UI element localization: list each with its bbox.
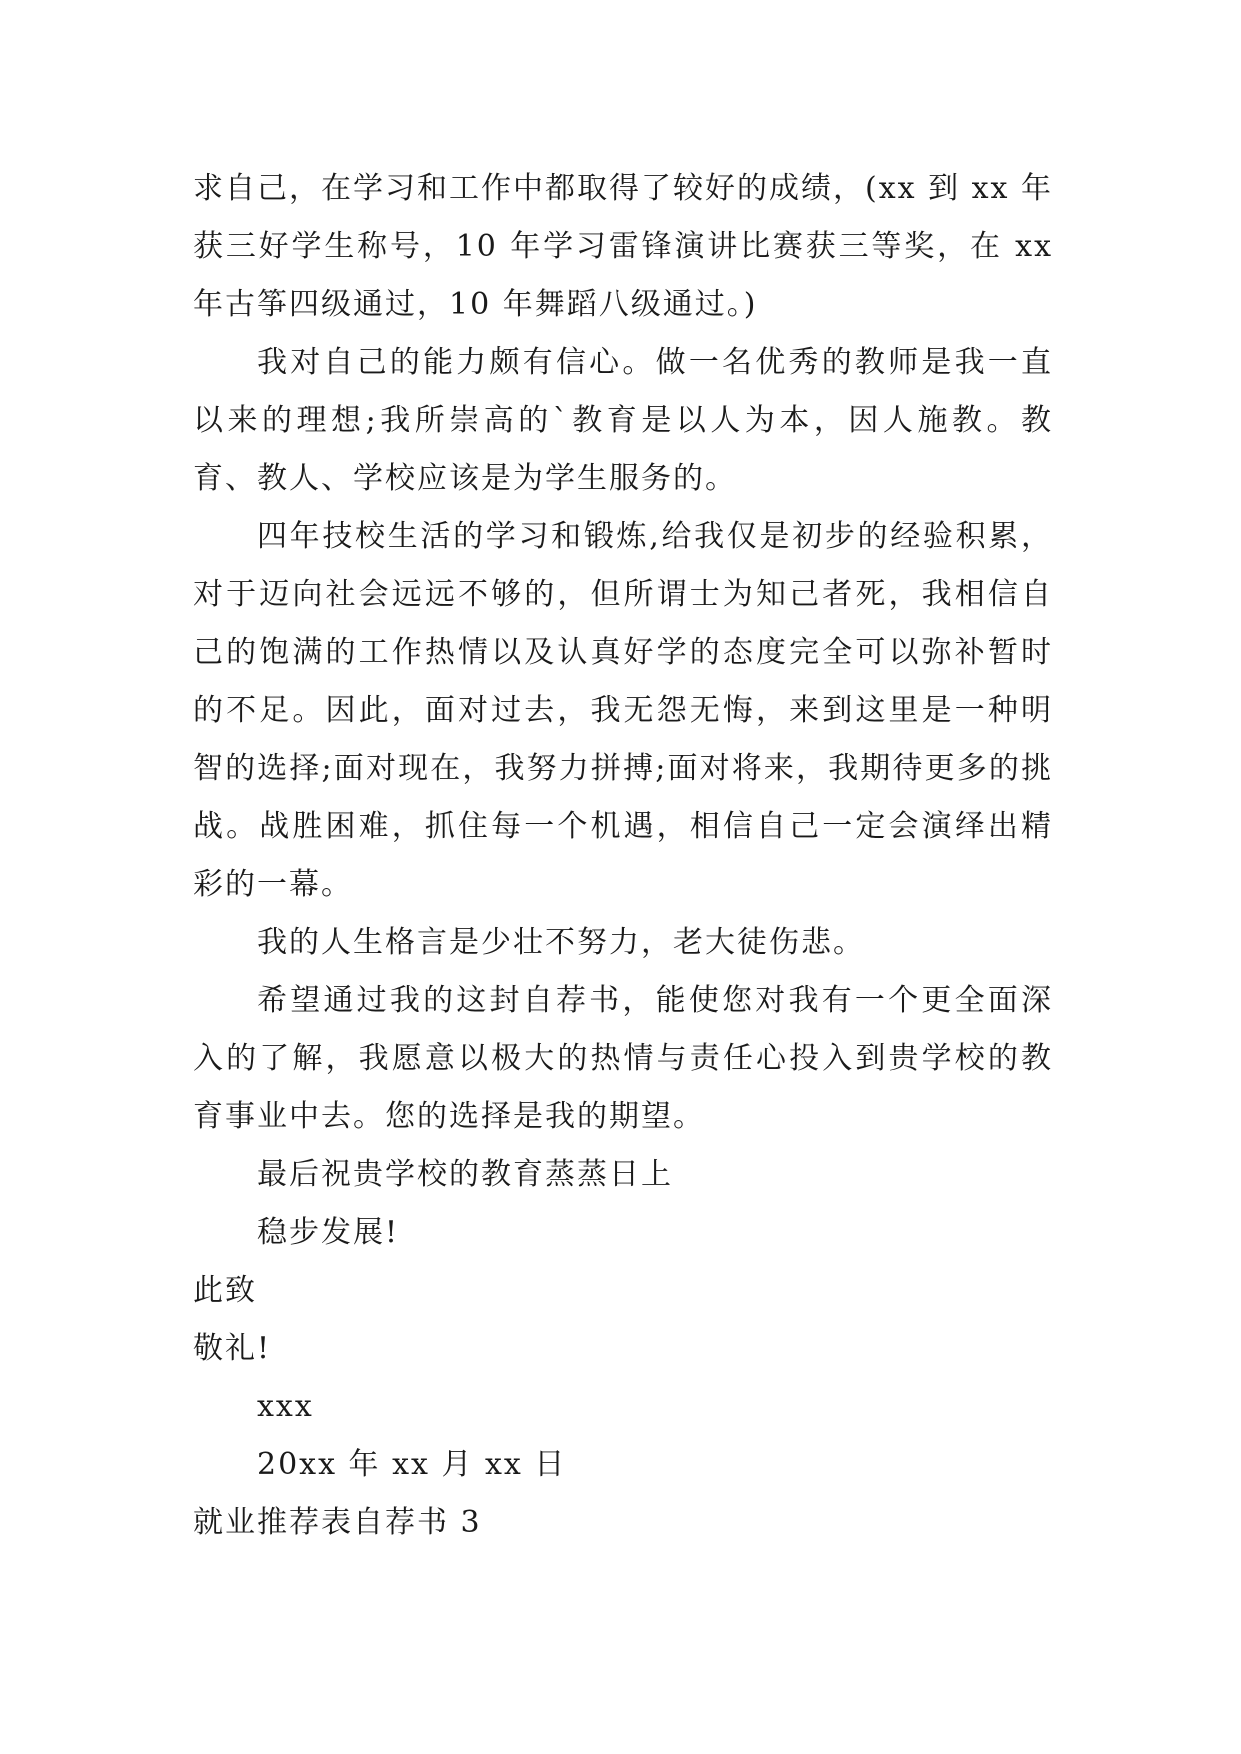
paragraph-hope: 希望通过我的这封自荐书，能使您对我有一个更全面深入的了解，我愿意以极大的热情与责任心投入到贵学校的教育事业中去。您的选择是我的期望。 bbox=[193, 983, 1053, 1134]
signature: xxx bbox=[257, 1389, 314, 1424]
next-section-heading: 就业推荐表自荐书 3 bbox=[193, 1505, 482, 1540]
closing-greeting-2: 敬礼! bbox=[193, 1331, 272, 1366]
paragraph-achievements: 求自己，在学习和工作中都取得了较好的成绩，(xx 到 xx 年获三好学生称号，10 年学习雷锋演讲比赛获三等奖，在 xx 年古筝四级通过，10 年舞蹈八级通过。) bbox=[193, 171, 1053, 322]
document-body bbox=[193, 160, 1053, 1552]
closing-greeting-1: 此致 bbox=[193, 1273, 257, 1308]
paragraph-experience: 四年技校生活的学习和锻炼,给我仅是初步的经验积累，对于迈向社会远远不够的，但所谓士为知己者死，我相信自己的饱满的工作热情以及认真好学的态度完全可以弥补暂时的不足。因此，面对过去，我无怨无悔，来到这里是一种明智的选择;面对现在，我努力拼搏;面对将来，我期待更多的挑战。战胜困难，抓住每一个机遇，相信自己一定会演绎出精彩的一幕。 bbox=[193, 519, 1053, 902]
paragraph-development: 稳步发展! bbox=[257, 1215, 400, 1250]
letter-date: 20xx 年 xx 月 xx 日 bbox=[257, 1447, 567, 1482]
paragraph-motto: 我的人生格言是少壮不努力，老大徒伤悲。 bbox=[257, 925, 865, 960]
paragraph-wish: 最后祝贵学校的教育蒸蒸日上 bbox=[257, 1157, 673, 1192]
paragraph-confidence: 我对自己的能力颇有信心。做一名优秀的教师是我一直以来的理想;我所崇高的`教育是以人为本，因人施教。教育、教人、学校应该是为学生服务的。 bbox=[193, 345, 1053, 496]
